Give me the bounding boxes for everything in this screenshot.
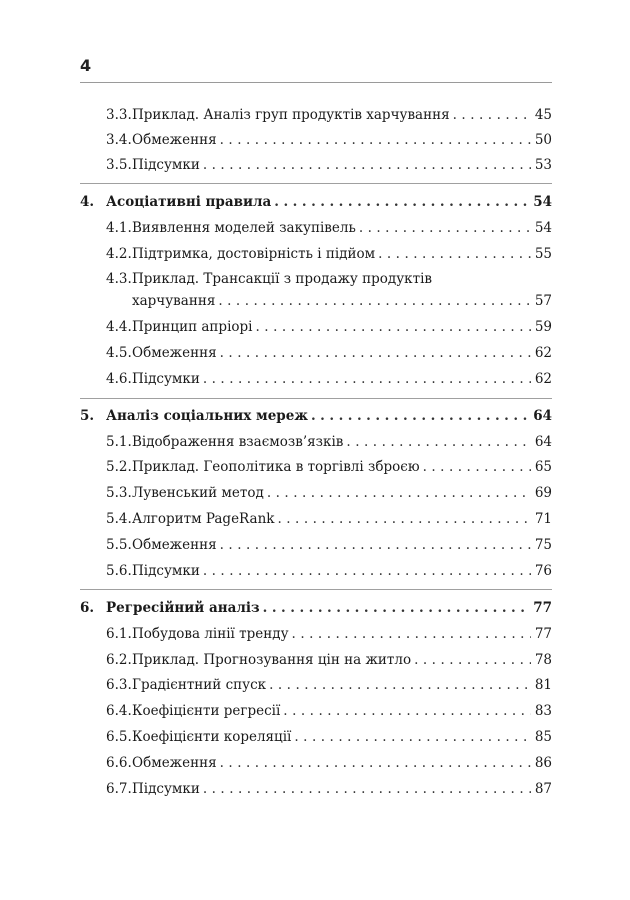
- toc-entry-title: Підсумки: [132, 371, 200, 387]
- toc-entry-page: 53: [534, 157, 552, 173]
- toc-entry-number: 6.4.: [106, 703, 132, 719]
- dot-leader: [203, 367, 531, 391]
- dot-leader: [267, 481, 531, 505]
- toc-entry-page: 83: [534, 703, 552, 719]
- toc-entry-page: 55: [534, 246, 552, 262]
- toc-chapter-number: 6.: [80, 600, 95, 616]
- toc-entry-5-4[interactable]: [80, 507, 552, 531]
- toc-entry-4-6[interactable]: [80, 367, 552, 391]
- toc-entry-page: 71: [534, 511, 552, 527]
- toc-chapter-number: 4.: [80, 194, 95, 210]
- toc-entry-page: 54: [534, 220, 552, 236]
- toc-entry-title: Коефіцієнти регресії: [132, 703, 281, 719]
- toc-chapter-page: 64: [533, 408, 552, 424]
- toc-entry-title: Виявлення моделей закупівель: [132, 220, 356, 236]
- toc-entry-page: 65: [534, 459, 552, 475]
- toc-entry-title: Приклад. Прогнозування цін на житло: [132, 652, 412, 668]
- toc-entry-6-1[interactable]: [80, 622, 552, 646]
- section-divider: [80, 589, 552, 590]
- toc-entry-title: Підсумки: [132, 563, 200, 579]
- toc-entry-4-3-line2[interactable]: [80, 289, 552, 313]
- toc-entry-number: 3.3.: [106, 107, 132, 123]
- toc-entry-number: 5.1.: [106, 434, 132, 450]
- toc-entry-title: Обмеження: [132, 537, 217, 553]
- toc-chapter-page: 54: [533, 194, 552, 210]
- toc-entry-5-2[interactable]: [80, 455, 552, 479]
- dot-leader: [453, 103, 531, 127]
- toc-entry-5-5[interactable]: [80, 533, 552, 557]
- toc-chapter-title: Асоціативні правила: [106, 194, 272, 210]
- toc-entry-6-6[interactable]: [80, 751, 552, 775]
- toc-entry-number: 6.7.: [106, 781, 132, 797]
- toc-entry-title: Градієнтний спуск: [132, 677, 267, 693]
- toc-entry-6-2[interactable]: [80, 648, 552, 672]
- toc-entry-3-3[interactable]: [80, 103, 552, 127]
- toc-entry-page: 45: [534, 107, 552, 123]
- toc-chapter-4[interactable]: [80, 190, 552, 214]
- dot-leader: [203, 153, 531, 177]
- toc-entry-number: 3.4.: [106, 132, 132, 148]
- toc-entry-page: 85: [534, 729, 552, 745]
- toc-entry-number: 4.4.: [106, 319, 132, 335]
- toc-entry-number: 5.5.: [106, 537, 132, 553]
- toc-entry-number: 5.2.: [106, 459, 132, 475]
- dot-leader: [311, 404, 530, 428]
- toc-entry-number: 4.5.: [106, 345, 132, 361]
- dot-leader: [283, 699, 531, 723]
- toc-entry-number: 4.6.: [106, 371, 132, 387]
- toc-entry-page: 87: [534, 781, 552, 797]
- toc-entry-number: 6.6.: [106, 755, 132, 771]
- toc-entry-page: 69: [534, 485, 552, 501]
- toc-entry-number: 6.1.: [106, 626, 132, 642]
- toc-entry-number: 3.5.: [106, 157, 132, 173]
- toc-entry-6-7[interactable]: [80, 777, 552, 801]
- toc-entry-3-4[interactable]: [80, 128, 552, 152]
- toc-entry-title: Коефіцієнти кореляції: [132, 729, 292, 745]
- toc-entry-4-1[interactable]: [80, 216, 552, 240]
- dot-leader: [423, 455, 531, 479]
- toc-entry-number: 4.3.: [106, 271, 132, 287]
- toc-entry-title: Приклад. Аналіз груп продуктів харчування: [132, 107, 450, 123]
- toc-chapter-5[interactable]: [80, 404, 552, 428]
- toc-entry-page: 62: [534, 371, 552, 387]
- toc-entry-title-continuation: харчування: [132, 293, 216, 309]
- toc-entry-number: 4.1.: [106, 220, 132, 236]
- dot-leader: [220, 533, 531, 557]
- toc-entry-title: Відображення взаємозв’язків: [132, 434, 344, 450]
- toc-entry-page: 64: [534, 434, 552, 450]
- toc-entry-number: 4.2.: [106, 246, 132, 262]
- toc-entry-title: Алгоритм PageRank: [132, 511, 275, 527]
- dot-leader: [255, 315, 531, 339]
- toc-entry-page: 81: [534, 677, 552, 693]
- toc-entry-page: 57: [534, 293, 552, 309]
- toc-entry-title: Обмеження: [132, 755, 217, 771]
- dot-leader: [292, 622, 531, 646]
- toc-chapter-6[interactable]: [80, 596, 552, 620]
- dot-leader: [203, 559, 531, 583]
- toc-entry-number: 5.6.: [106, 563, 132, 579]
- dot-leader: [414, 648, 531, 672]
- section-divider: [80, 183, 552, 184]
- toc-entry-number: 6.3.: [106, 677, 132, 693]
- toc-entry-page: 77: [534, 626, 552, 642]
- toc-entry-4-2[interactable]: [80, 242, 552, 266]
- toc-entry-5-6[interactable]: [80, 559, 552, 583]
- toc-entry-6-4[interactable]: [80, 699, 552, 723]
- toc-entry-page: 62: [534, 345, 552, 361]
- toc-entry-title: Обмеження: [132, 132, 217, 148]
- toc-entry-page: 75: [534, 537, 552, 553]
- toc-entry-title: Обмеження: [132, 345, 217, 361]
- toc-entry-3-5[interactable]: [80, 153, 552, 177]
- toc-entry-page: 59: [534, 319, 552, 335]
- toc-chapter-number: 5.: [80, 408, 95, 424]
- toc-chapter-title: Регресійний аналіз: [106, 600, 260, 616]
- toc-entry-4-4[interactable]: [80, 315, 552, 339]
- toc-entry-page: 86: [534, 755, 552, 771]
- dot-leader: [220, 128, 531, 152]
- toc-entry-5-1[interactable]: [80, 430, 552, 454]
- section-divider: [80, 398, 552, 399]
- toc-entry-5-3[interactable]: [80, 481, 552, 505]
- toc-entry-number: 6.2.: [106, 652, 132, 668]
- toc-entry-title: Підтримка, достовірність і підйом: [132, 246, 376, 262]
- toc-chapter-page: 77: [533, 600, 552, 616]
- toc-entry-4-3-line1[interactable]: [80, 267, 552, 291]
- dot-leader: [274, 190, 530, 214]
- toc-entry-number: 6.5.: [106, 729, 132, 745]
- dot-leader: [378, 242, 531, 266]
- dot-leader: [263, 596, 531, 620]
- dot-leader: [203, 777, 531, 801]
- toc-entry-6-5[interactable]: [80, 725, 552, 749]
- toc-entry-number: 5.3.: [106, 485, 132, 501]
- toc-entry-title: Підсумки: [132, 781, 200, 797]
- toc-entry-title: Лувенський метод: [132, 485, 264, 501]
- dot-leader: [359, 216, 531, 240]
- toc-entry-page: 50: [534, 132, 552, 148]
- dot-leader: [346, 430, 531, 454]
- toc-entry-title: Принцип апріорі: [132, 319, 253, 335]
- header-rule: [80, 82, 552, 83]
- dot-leader: [277, 507, 531, 531]
- page-number: 4: [80, 56, 92, 75]
- dot-leader: [294, 725, 531, 749]
- toc-entry-number: 5.4.: [106, 511, 132, 527]
- toc-entry-title: Приклад. Геополітика в торгівлі зброєю: [132, 459, 420, 475]
- toc-entry-6-3[interactable]: [80, 673, 552, 697]
- toc-entry-title: Підсумки: [132, 157, 200, 173]
- toc-entry-4-5[interactable]: [80, 341, 552, 365]
- dot-leader: [220, 341, 531, 365]
- dot-leader: [269, 673, 531, 697]
- dot-leader: [220, 751, 531, 775]
- toc-entry-title: Приклад. Трансакції з продажу продуктів: [132, 271, 432, 287]
- dot-leader: [218, 289, 531, 313]
- toc-chapter-title: Аналіз соціальних мереж: [106, 408, 308, 424]
- toc-entry-page: 76: [534, 563, 552, 579]
- toc-entry-page: 78: [534, 652, 552, 668]
- toc-entry-title: Побудова лінії тренду: [132, 626, 289, 642]
